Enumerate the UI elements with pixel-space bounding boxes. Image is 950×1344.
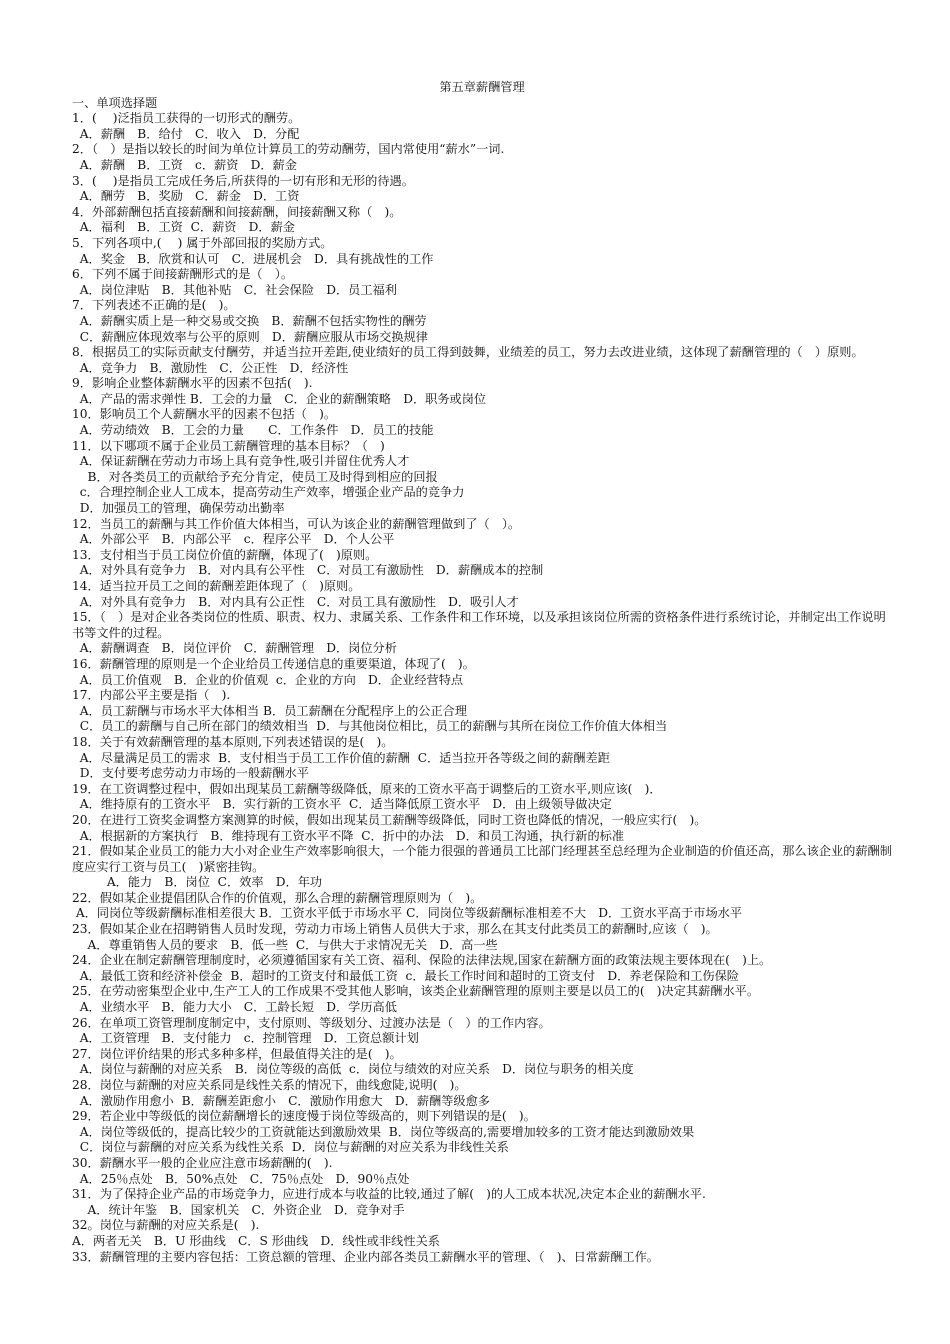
text-line: 17．内部公平主要是指（ ). <box>72 688 231 703</box>
text-line: A．产品的需求弹性 B．工会的力量 C．企业的薪酬策略 D．职务或岗位 <box>72 391 487 406</box>
text-line: 27．岗位评价结果的形式多种多样，但最值得关注的是( )。 <box>72 1046 402 1061</box>
text-line: A．竞争力 B．激励性 C．公正性 D．经济性 <box>72 360 349 375</box>
text-line: A．对外具有竞争力 B．对内具有公平性 C．对员工有激励性 D．薪酬成本的控制 <box>72 563 544 578</box>
text-line: A．岗位津贴 B．其他补贴 C．社会保险 D．员工福利 <box>72 282 397 297</box>
text-line: A．同岗位等级薪酬标准相差很大 B．工资水平低于市场水平 C．同岗位等级薪酬标准相差不大 D．工资水平高于市场水平 <box>72 906 743 921</box>
text-line: 21．假如某企业员工的能力大小对企业生产效率影响很大，一个能力很强的普通员工比部门经理甚至总经理为企业制造的价值还高，那么该企业的薪酬制度应实行工资与员工( )紧密挂钩。 <box>72 844 892 874</box>
text-line: 33．薪酬管理的主要内容包括：工资总额的管理、企业内部各类员工薪酬水平的管理、（ )、日常薪酬工作。 <box>72 1249 659 1264</box>
text-line: 20．在进行工资奖金调整方案测算的时候，假如出现某员工薪酬等级降低，同时工资也降低的情况，一般应实行( )。 <box>72 812 707 827</box>
text-line: A．业绩水平 B．能力大小 C．工龄长短 D．学历高低 <box>72 1000 397 1015</box>
text-line: 24．企业在制定薪酬管理制度时，必须遵循国家有关工资、福利、保险的法律法规,国家在薪酬方面的政策法规主要体现在( )上。 <box>72 953 772 968</box>
text-line: 16．薪酬管理的原则是一个企业给员工传递信息的重要渠道，体现了( )。 <box>72 656 475 671</box>
text-line: 22．假如某企业提倡团队合作的价值观，那么合理的薪酬管理原则为（ )。 <box>72 890 483 905</box>
document-page <box>72 80 892 1265</box>
text-line: A．薪酬 B．给付 C．收入 D．分配 <box>72 126 300 141</box>
text-line: A．员工价值观 B．企业的价值观 c．企业的方向 D．企业经营特点 <box>72 672 464 687</box>
text-line: 26．在单项工资管理制度制定中，支付原则、等级划分、过渡办法是（ ）的工作内容。 <box>72 1015 551 1030</box>
text-line: 28．岗位与薪酬的对应关系同是线性关系的情况下，曲线愈陡,说明( )。 <box>72 1078 467 1092</box>
text-line: A．酬劳 B．奖励 C．薪金 D．工资 <box>72 189 300 204</box>
text-line: A．维持原有的工资水平 B．实行新的工资水平 C．适当降低原工资水平 D．由上级领导做决定 <box>72 797 612 812</box>
page-title: 第五章薪酬管理 <box>439 80 525 94</box>
text-line: A．福利 B．工资 C．薪资 D．薪金 <box>72 220 295 235</box>
text-line: A．奖金 B．欣赏和认可 C．进展机会 D．具有挑战性的工作 <box>72 251 434 266</box>
text-line: A．外部公平 B．内部公平 c．程序公平 D．个人公平 <box>72 532 395 547</box>
section-heading: 一、单项选择题 <box>72 95 158 110</box>
text-line: A．岗位与薪酬的对应关系 B．岗位等级的高低 c．岗位与绩效的对应关系 D．岗位与职务的相关度 <box>72 1062 634 1077</box>
text-line: A．薪酬调查 B．岗位评价 C．薪酬管理 D．岗位分析 <box>72 641 397 656</box>
text-line: A．员工薪酬与市场水平大体相当 B．员工薪酬在分配程序上的公正合理 <box>72 703 468 718</box>
text-line: C．岗位与薪酬的对应关系为线性关系 D．岗位与薪酬的对应关系为非线性关系 <box>72 1140 509 1155</box>
text-line: A．25％点处 B．50%点处 C．75％点处 D．90％点处 <box>72 1171 410 1186</box>
text-line: 13．支付相当于员工岗位价值的薪酬，体现了( )原则。 <box>72 547 378 562</box>
text-line: A．劳动绩效 B．工会的力量 C．工作条件 D．员工的技能 <box>72 423 434 438</box>
text-line: 15．（ ）是对企业各类岗位的性质、职责、权力、隶属关系、工作条件和工作环境，以及承担该岗位所需的资格条件进行系统讨论，并制定出工作说明书等文件的过程。 <box>72 610 886 640</box>
text-line: A．尽量满足员工的需求 B．支付相当于员工工作价值的薪酬 C．适当拉开各等级之间的薪酬差距 <box>72 750 610 765</box>
text-line: C．员工的薪酬与自己所在部门的绩效相当 D．与其他岗位相比，员工的薪酬与其所在岗位工作价值大体相当 <box>72 719 668 734</box>
text-line: A．最低工资和经济补偿金 B．超时的工资支付和最低工资 c．最长工作时间和超时的工资支付 D．养老保险和工伤保险 <box>72 968 739 983</box>
text-line: C．薪酬应体现效率与公平的原则 D．薪酬应服从市场交换规律 <box>72 329 428 344</box>
text-line: 11．以下哪项不属于企业员工薪酬管理的基本目标？（ ) <box>72 438 385 453</box>
text-line: 31．为了保持企业产品的市场竞争力，应进行成本与收益的比较,通过了解( )的人工成本状况,决定本企业的薪酬水平. <box>72 1187 706 1202</box>
text-line: A．统计年鉴 B．国家机关 C．外资企业 D．竞争对手 <box>72 1202 405 1217</box>
text-line: 14．适当拉开员工之间的薪酬差距体现了（ )原则。 <box>72 579 361 593</box>
text-line: A．保证薪酬在劳动力市场上具有竞争性,吸引并留住优秀人才 <box>72 454 410 469</box>
text-line: D．支付要考虑劳动力市场的一般薪酬水平 <box>72 766 309 781</box>
text-line: 29．若企业中等级低的岗位薪酬增长的速度慢于岗位等级高的，则下列错误的是( )。 <box>72 1109 536 1124</box>
text-line: B．对各类员工的贡献给予充分肯定，使员工及时得到相应的回报 <box>72 469 438 484</box>
text-line: A．薪酬 B．工资 c．薪资 D．薪金 <box>72 157 297 172</box>
text-line: 2．（ ）是指以较长的时间为单位计算员工的劳动酬劳，国内常使用“薪水”一词. <box>72 142 505 157</box>
text-line: A．对外具有竞争力 B．对内具有公正性 C．对员工具有激励性 D．吸引人才 <box>72 594 519 609</box>
text-line: A．根据新的方案执行 B．维持现有工资水平不降 C．折中的办法 D．和员工沟通，执行新的标准 <box>72 828 625 843</box>
text-line: 6．下列不属于间接薪酬形式的是（ ）。 <box>72 267 294 282</box>
text-line: 23．假如某企业在招聘销售人员时发现，劳动力市场上销售人员供大于求，那么在其支付此类员工的薪酬时,应该（ )。 <box>72 922 718 937</box>
question-list <box>72 111 892 1265</box>
text-line: 25．在劳动密集型企业中,生产工人的工作成果不受其他人影响，该类企业薪酬管理的原则主要是以员工的( )决定其薪酬水平。 <box>72 984 760 999</box>
text-line: 4．外部薪酬包括直接薪酬和间接薪酬，间接薪酬又称（ )。 <box>72 204 402 219</box>
text-line: 18．关于有效薪酬管理的基本原则,下列表述错误的是( )。 <box>72 734 394 749</box>
text-line: 10．影响员工个人薪酬水平的因素不包括（ )。 <box>72 407 337 422</box>
text-line: 12．当员工的薪酬与其工作价值大体相当，可认为该企业的薪酬管理做到了（ ）。 <box>72 516 521 531</box>
text-line: 8．根据员工的实际贡献支付酬劳，并适当拉开差距,使业绩好的员工得到鼓舞，业绩差的员工，努力去改进业绩，这体现了薪酬管理的（ ）原则。 <box>72 345 864 360</box>
text-line: D．加强员工的管理，确保劳动出勤率 <box>72 501 285 516</box>
text-line: 5．下列各项中,( ) 属于外部回报的奖励方式。 <box>72 235 333 250</box>
text-line: c．合理控制企业人工成本，提高劳动生产效率，增强企业产品的竞争力 <box>72 485 465 500</box>
text-line: A．能力 B．岗位 C．效率 D．年功 <box>72 875 323 890</box>
text-line: A．两者无关 B．U 形曲线 C．S 形曲线 D．线性或非线性关系 <box>72 1233 440 1248</box>
text-line: A．激励作用愈小 B．薪酬差距愈小 C．激励作用愈大 D．薪酬等级愈多 <box>72 1093 490 1108</box>
text-line: A．尊重销售人员的要求 B．低一些 C．与供大于求情况无关 D．高一些 <box>72 937 498 952</box>
text-line: A．薪酬实质上是一种交易或交换 B．薪酬不包括实物性的酬劳 <box>72 313 427 328</box>
text-line: A．岗位等级低的，提高比较少的工资就能达到激励效果 B．岗位等级高的,需要增加较多的工资才能达到激励效果 <box>72 1124 695 1139</box>
text-line: 19．在工资调整过程中，假如出现某员工薪酬等级降低，原来的工资水平高于调整后的工资水平,则应该( )． <box>72 781 662 796</box>
text-line: 3．( )是指员工完成任务后,所获得的一切有形和无形的待遇。 <box>72 173 414 188</box>
text-line: 9．影响企业整体薪酬水平的因素不包括( ). <box>72 376 313 391</box>
text-line: 1．( )泛指员工获得的一切形式的酬劳。 <box>72 111 301 126</box>
text-line: 30．薪酬水平一般的企业应注意市场薪酬的( ). <box>72 1155 333 1170</box>
text-line: 7．下列表述不正确的是( )。 <box>72 298 236 313</box>
text-line: A．工资管理 B．支付能力 c．控制管理 D．工资总额计划 <box>72 1031 419 1046</box>
text-line: 32。岗位与薪酬的对应关系是( ). <box>72 1218 260 1233</box>
